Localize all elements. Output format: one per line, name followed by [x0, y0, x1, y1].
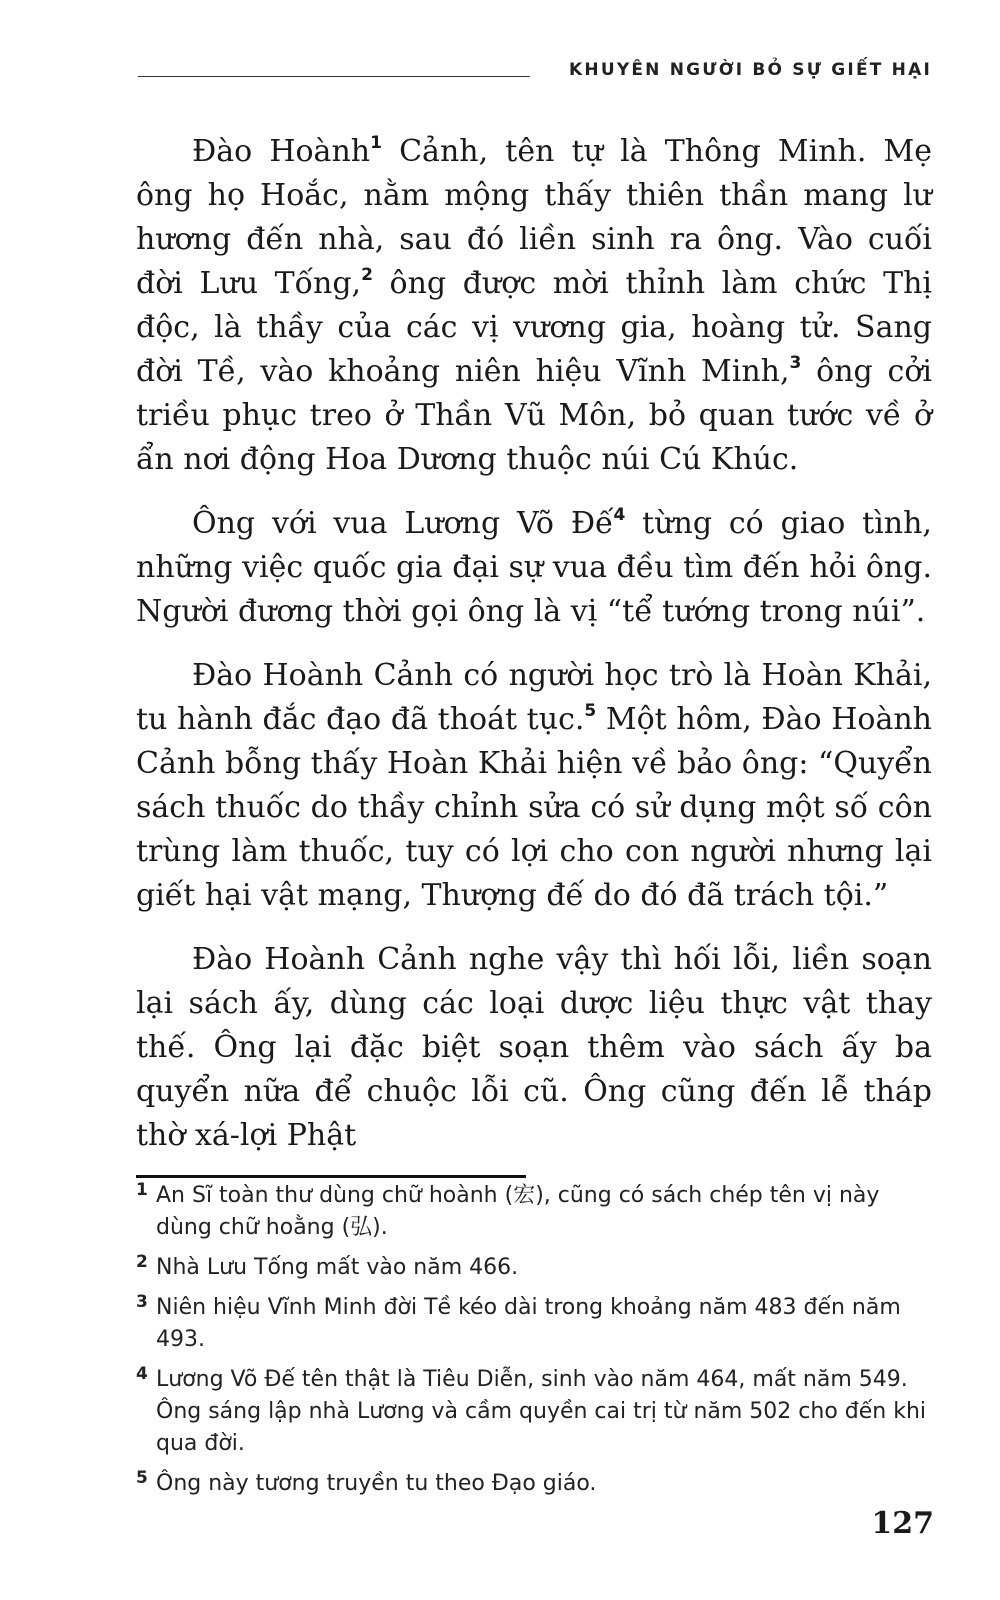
footnote-text: Ông này tương truyền tu theo Đạo giáo. [156, 1471, 597, 1496]
footnote-number: 5 [136, 1468, 148, 1488]
footnote-number: 3 [136, 1292, 148, 1312]
paragraph-text: Ông với vua Lương Võ Đế [192, 506, 614, 541]
paragraph-2 [136, 502, 932, 634]
page-number: 127 [871, 1506, 934, 1541]
footnote-text: Nhà Lưu Tống mất vào năm 466. [156, 1255, 519, 1280]
footnote-number: 4 [136, 1364, 148, 1384]
footnote-rule [136, 1175, 526, 1178]
footnote-ref-2: 2 [361, 265, 373, 285]
footnote-number: 1 [136, 1180, 148, 1200]
footnote-ref-3: 3 [789, 353, 802, 373]
paragraph-3 [136, 654, 932, 918]
footnotes [136, 1180, 932, 1508]
footnote-text: An Sĩ toàn thư dùng chữ hoành (宏), cũng có sách chép tên vị này dùng chữ hoằng (弘). [156, 1183, 880, 1240]
footnote-4 [136, 1364, 932, 1460]
paragraph-text: Đào Hoành Cảnh có người học trò là Hoàn Khải, tu hành đắc đạo đã thoát tục. [136, 658, 932, 737]
running-head: KHUYÊN NGƯỜI BỎ SỰ GIẾT HẠI [569, 60, 932, 80]
paragraph-4 [136, 938, 932, 1158]
footnote-text: Niên hiệu Vĩnh Minh đời Tề kéo dài trong khoảng năm 483 đến năm 493. [156, 1295, 901, 1352]
footnote-3 [136, 1292, 932, 1356]
footnote-ref-1: 1 [370, 133, 382, 153]
footnote-2 [136, 1252, 932, 1284]
paragraph-text: từng có giao tình, những việc quốc gia đại sự vua đều tìm đến hỏi ông. Người đương thời gọi ông là vị “tể tướng trong núi”. [136, 506, 932, 629]
paragraph-text: ông cởi triều phục treo ở Thần Vũ Môn, bỏ quan tước về ở ẩn nơi động Hoa Dương thuộc núi Cú Khúc. [136, 354, 932, 477]
paragraph-text: Một hôm, Đào Hoành Cảnh bỗng thấy Hoàn Khải hiện về bảo ông: “Quyển sách thuốc do thầy chỉnh sửa có sử dụng một số côn trùng làm thuốc, tuy có lợi cho con người nhưng lại giết hại vật mạng, Thượng đế do đó đã trách tội.” [136, 702, 932, 913]
paragraph-text: Đào Hoành [192, 134, 371, 169]
footnote-number: 2 [136, 1252, 148, 1272]
footnote-ref-4: 4 [613, 505, 626, 525]
body-text [136, 130, 932, 1178]
paragraph-text: Đào Hoành Cảnh nghe vậy thì hối lỗi, liền soạn lại sách ấy, dùng các loại dược liệu thực vật thay thế. Ông lại đặc biệt soạn thêm vào sách ấy ba quyển nữa để chuộc lỗi cũ. Ông cũng đến lễ tháp thờ xá-lợi Phật [136, 942, 932, 1153]
paragraph-text: Cảnh, tên tự là Thông Minh. Mẹ ông họ Hoắc, nằm mộng thấy thiên thần mang lư hương đến nhà, sau đó liền sinh ra ông. Vào cuối đời Lưu Tống, [136, 134, 933, 301]
footnote-ref-5: 5 [584, 701, 597, 721]
footnote-text: Lương Võ Đế tên thật là Tiêu Diễn, sinh vào năm 464, mất năm 549. Ông sáng lập nhà Lương và cầm quyền cai trị từ năm 502 cho đến khi qua đời. [156, 1367, 927, 1456]
header-rule [138, 76, 530, 77]
footnote-5 [136, 1468, 932, 1500]
footnote-1 [136, 1180, 932, 1244]
paragraph-1 [136, 130, 932, 482]
paragraph-text: ông được mời thỉnh làm chức Thị độc, là thầy của các vị vương gia, hoàng tử. Sang đời Tề, vào khoảng niên hiệu Vĩnh Minh, [136, 266, 932, 389]
